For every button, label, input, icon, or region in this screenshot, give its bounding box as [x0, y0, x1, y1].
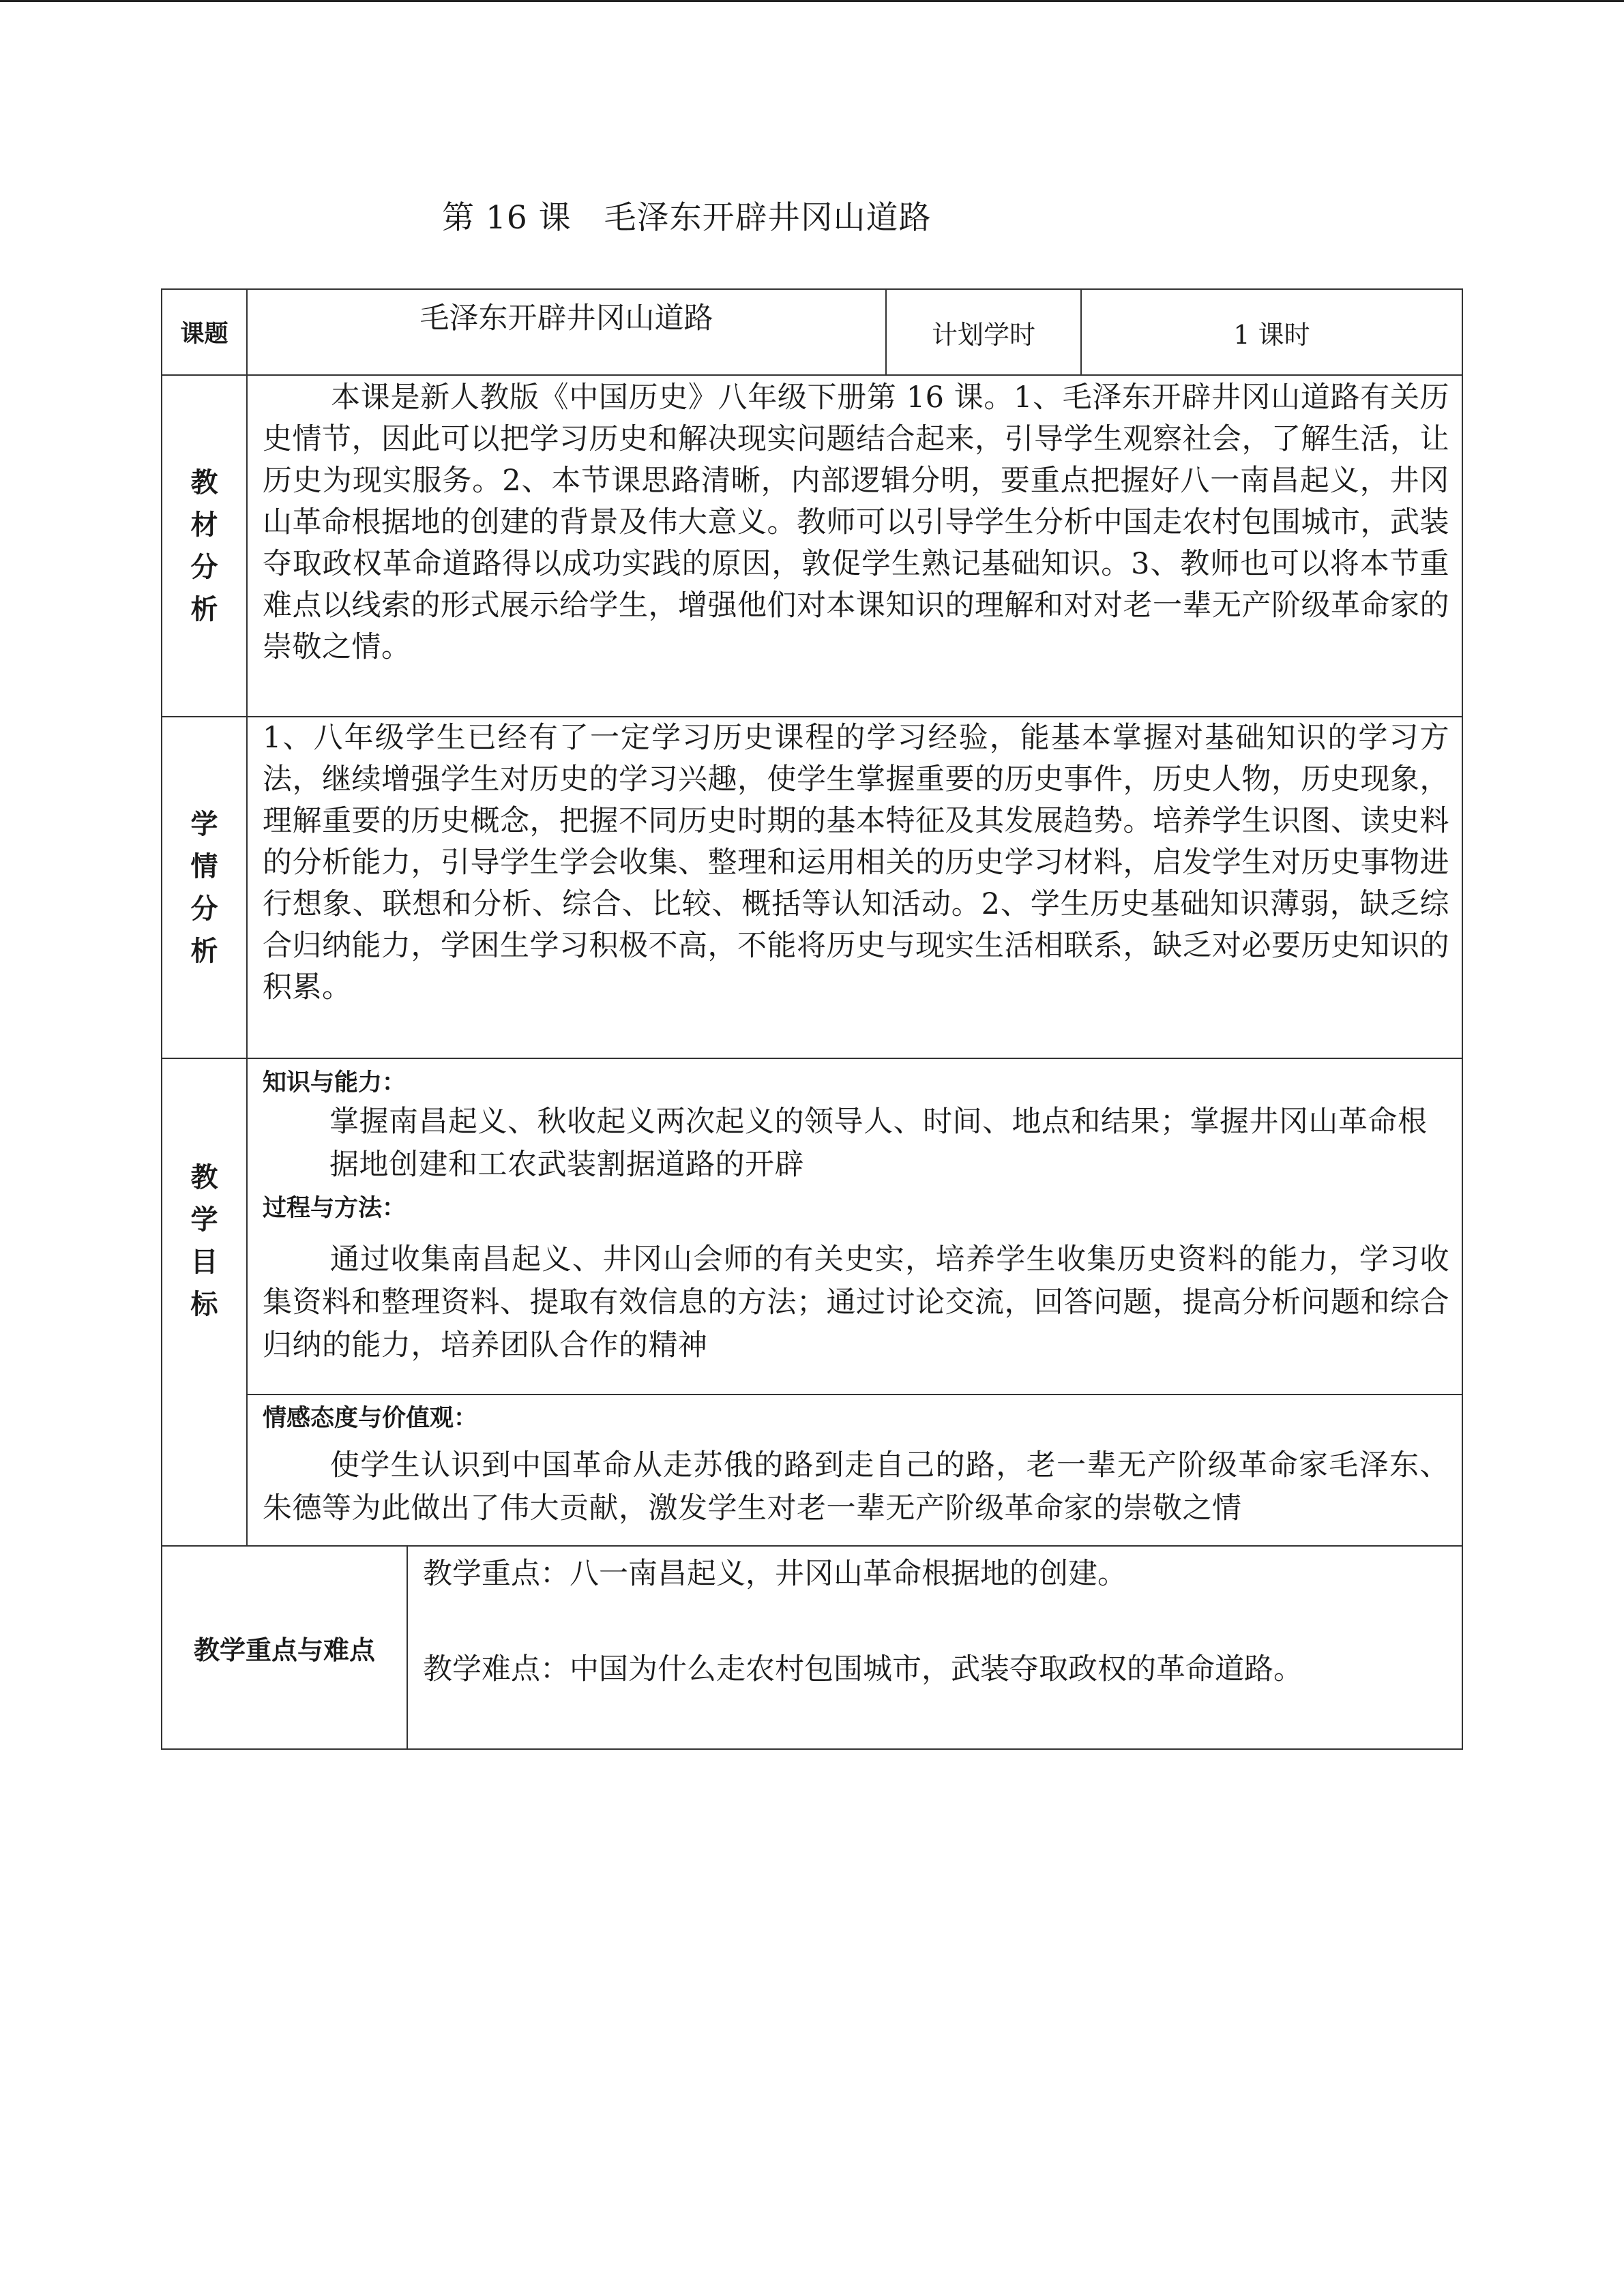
table-row-divider: [161, 374, 1463, 376]
keypoints-label: 教学重点与难点: [193, 1635, 375, 1665]
table-col-divider: [246, 288, 248, 1547]
table-border-right: [1462, 288, 1463, 1750]
hours-label: 计划学时: [931, 319, 1035, 350]
keypoints-difficulty: 教学难点：中国为什么走农村包围城市，武装夺取政权的革命道路。: [423, 1652, 1303, 1686]
knowledge-text: 掌握南昌起义、秋收起义两次起义的领导人、时间、地点和结果；掌握井冈山革命根据地创建和工农武装割据道路的开辟: [329, 1105, 1428, 1182]
process-text: 通过收集南昌起义、井冈山会师的有关史实，培养学生收集历史资料的能力，学习收集资料和整理资料、提取有效信息的方法；通过讨论交流，回答问题，提高分析问题和综合归纳的能力，培养团队合作的精神: [263, 1242, 1449, 1362]
hours-value: 1 课时: [1233, 319, 1310, 350]
topic-label: 课题: [180, 320, 228, 348]
teaching-objectives-label: 教 学 目 标: [190, 1161, 218, 1320]
table-sub-divider: [246, 1394, 1463, 1395]
table-col-divider: [407, 1545, 408, 1750]
table-row-divider: [161, 1058, 1463, 1059]
emotion-text: 使学生认识到中国革命从走苏俄的路到走自己的路，老一辈无产阶级革命家毛泽东、朱德等为此做出了伟大贡献，激发学生对老一辈无产阶级革命家的崇敬之情: [263, 1448, 1449, 1525]
student-analysis-text: 1、八年级学生已经有了一定学习历史课程的学习经验，能基本掌握对基础知识的学习方法，继续增强学生对历史的学习兴趣，使学生掌握重要的历史事件，历史人物，历史现象，理解重要的历史概念，把握不同历史时期的基本特征及其发展趋势。培养学生识图、读史料的分析能力，引导学生学会收集、整理和运用相关的历史学习材料，启发学生对历史事物进行想象、联想和分析、综合、比较、概括等认知活动。2、学生历史基础知识薄弱，缺乏综合归纳能力，学困生学习积极不高，不能将历史与现实生活相联系，缺乏对必要历史知识的积累。: [263, 721, 1449, 1004]
textbook-analysis-text: 本课是新人教版《中国历史》八年级下册第 16 课。1、毛泽东开辟井冈山道路有关历史情节，因此可以把学习历史和解决现实问题结合起来，引导学生观察社会，了解生活，让历史为现实服务。2、本节课思路清晰，内部逻辑分明，要重点把握好八一南昌起义，井冈山革命根据地的创建的背景及伟大意义。教师可以引导学生分析中国走农村包围城市，武装夺取政权革命道路得以成功实践的原因，敦促学生熟记基础知识。3、教师也可以将本节重难点以线索的形式展示给学生，增强他们对本课知识的理解和对对老一辈无产阶级革命家的崇敬之情。: [263, 381, 1449, 664]
page-top-border: [0, 0, 1624, 2]
page-title: 第 16 课 毛泽东开辟井冈山道路: [442, 199, 932, 237]
keypoints-focus: 教学重点：八一南昌起义，井冈山革命根据地的创建。: [423, 1557, 1127, 1591]
process-title: 过程与方法：: [263, 1195, 407, 1222]
table-border-bottom: [161, 1748, 1463, 1750]
student-analysis-label: 学 情 分 析: [190, 808, 218, 967]
knowledge-title: 知识与能力：: [263, 1069, 407, 1097]
emotion-title: 情感态度与价值观：: [263, 1405, 478, 1432]
textbook-analysis-label: 教 材 分 析: [190, 466, 218, 625]
topic-value: 毛泽东开辟井冈山道路: [419, 301, 713, 336]
